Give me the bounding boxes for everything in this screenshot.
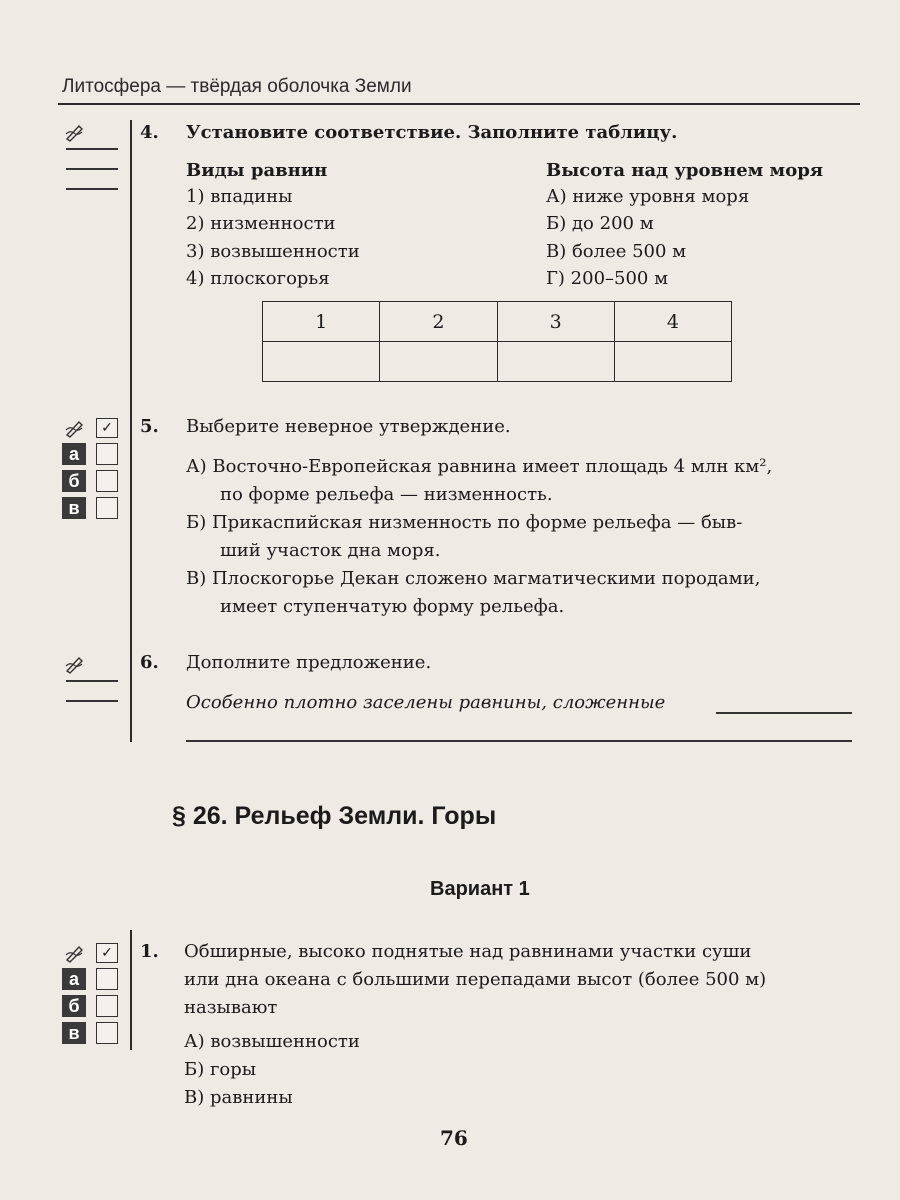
option-c-text-cont: имеет ступенчатую форму рельефа. (220, 596, 565, 617)
margin-line (66, 168, 118, 170)
pen-icon (64, 418, 86, 438)
variant-title: Вариант 1 (430, 878, 530, 900)
answer-checkbox-b[interactable] (96, 995, 118, 1017)
margin-line (66, 700, 118, 702)
page-number: 76 (440, 1126, 468, 1150)
list-item: Г) 200–500 м (546, 268, 669, 289)
answer-checkbox-a[interactable] (96, 968, 118, 990)
list-item: 3) возвышенности (186, 241, 360, 262)
question-number: 6. (140, 652, 159, 673)
list-item: В) более 500 м (546, 241, 687, 262)
answer-line[interactable] (716, 712, 852, 714)
option-letter-b: б (62, 995, 86, 1017)
list-item: Б) до 200 м (546, 213, 654, 234)
answer-cell[interactable] (380, 342, 497, 382)
checkmark-icon[interactable]: ✓ (96, 943, 118, 963)
column-heading-left: Виды равнин (186, 160, 328, 181)
header-divider (58, 103, 860, 105)
option-c-text: В) Плоскогорье Декан сложено магматическими породами, (186, 568, 761, 589)
list-item: 4) плоскогорья (186, 268, 330, 289)
section-title: § 26. Рельеф Земли. Горы (172, 802, 497, 830)
answer-cell[interactable] (497, 342, 614, 382)
question-text-cont: или дна океана с большими перепадами высот (более 500 м) (184, 969, 767, 990)
option-b-text: Б) горы (184, 1059, 257, 1080)
answer-cell[interactable] (614, 342, 731, 382)
option-a-text: А) возвышенности (184, 1031, 360, 1052)
question-text: Обширные, высоко поднятые над равнинами участки суши (184, 941, 752, 962)
option-a-text: А) Восточно-Европейская равнина имеет площадь 4 млн км², (186, 456, 773, 477)
pen-icon (64, 122, 86, 142)
option-letter-c: в (62, 497, 86, 519)
option-c-text: В) равнины (184, 1087, 293, 1108)
answer-checkbox-c[interactable] (96, 497, 118, 519)
margin-line (66, 680, 118, 682)
margin-line (66, 148, 118, 150)
option-letter-c: в (62, 1022, 86, 1044)
answer-checkbox-a[interactable] (96, 443, 118, 465)
option-letter-a: а (62, 968, 86, 990)
question-number: 4. (140, 122, 159, 143)
table-header-cell: 4 (614, 302, 731, 342)
table-header-cell: 3 (497, 302, 614, 342)
margin-divider (130, 120, 132, 742)
question-number: 5. (140, 416, 159, 437)
fill-in-sentence: Особенно плотно заселены равнины, сложенные (186, 692, 666, 713)
checkmark-icon[interactable]: ✓ (96, 418, 118, 438)
answer-checkbox-b[interactable] (96, 470, 118, 492)
option-letter-b: б (62, 470, 86, 492)
option-b-text-cont: ший участок дна моря. (220, 540, 441, 561)
question-text-cont: называют (184, 997, 278, 1018)
option-a-text-cont: по форме рельефа — низменность. (220, 484, 553, 505)
list-item: 2) низменности (186, 213, 336, 234)
answer-line[interactable] (186, 740, 852, 742)
question-prompt: Выберите неверное утверждение. (186, 416, 511, 437)
column-heading-right: Высота над уровнем моря (546, 160, 824, 181)
answer-table (262, 301, 732, 382)
pen-icon (64, 654, 86, 674)
answer-checkbox-c[interactable] (96, 1022, 118, 1044)
table-header-cell: 1 (263, 302, 380, 342)
running-header: Литосфера — твёрдая оболочка Земли (62, 76, 412, 97)
answer-cell[interactable] (263, 342, 380, 382)
list-item: А) ниже уровня моря (546, 186, 750, 207)
question-number: 1. (140, 941, 159, 962)
margin-line (66, 188, 118, 190)
question-prompt: Дополните предложение. (186, 652, 432, 673)
pen-icon (64, 943, 86, 963)
margin-divider-lower (130, 930, 132, 1050)
option-b-text: Б) Прикаспийская низменность по форме рельефа — быв- (186, 512, 743, 533)
question-prompt: Установите соответствие. Заполните таблицу. (186, 122, 678, 143)
option-letter-a: а (62, 443, 86, 465)
table-header-cell: 2 (380, 302, 497, 342)
list-item: 1) впадины (186, 186, 293, 207)
